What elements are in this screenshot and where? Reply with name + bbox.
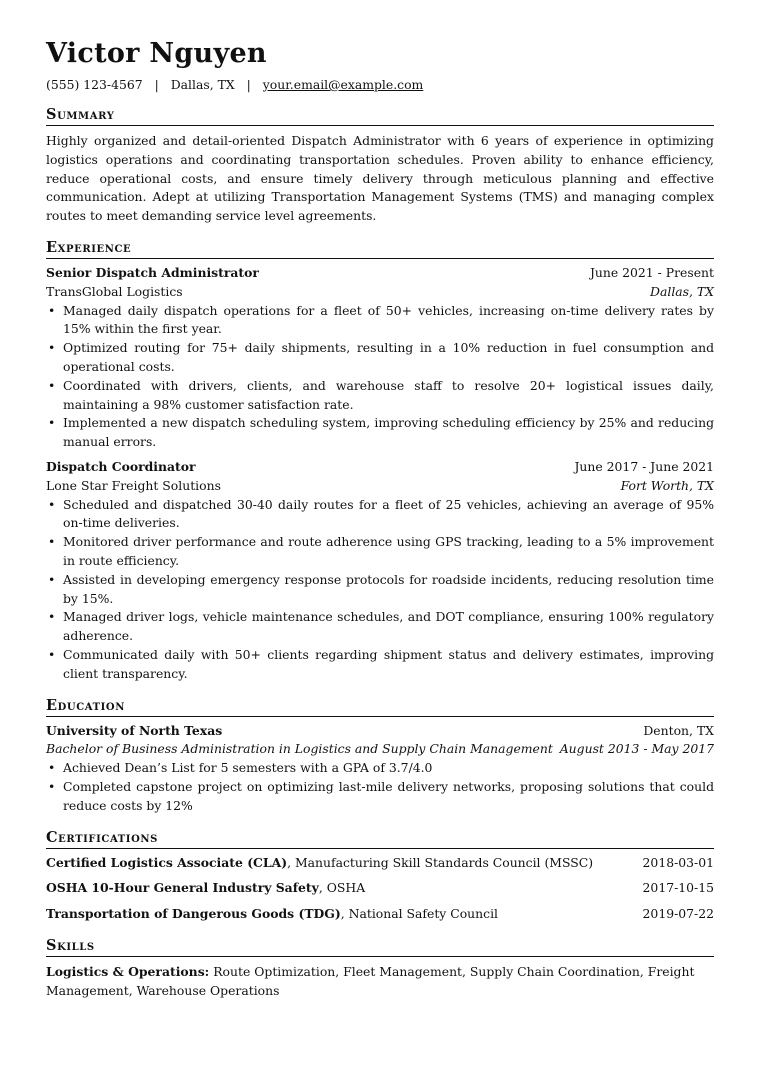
job-subheader [46, 477, 714, 496]
certification-date: 2018-03-01 [642, 854, 714, 870]
section-title-skills: Skills [46, 937, 714, 957]
certification-date: 2019-07-22 [642, 906, 714, 922]
education-header [46, 722, 714, 741]
job-company: TransGlobal Logistics [46, 283, 183, 299]
list-item: • Managed daily dispatch operations for a fleet of 50+ vehicles, increasing on-time delivery rates by 15% within the first year. [46, 302, 714, 340]
job-dates: June 2021 - Present [589, 264, 714, 280]
education-entry [46, 722, 714, 816]
certification-date: 2017-10-15 [642, 880, 714, 896]
certification-name: Transportation of Dangerous Goods (TDG) [46, 906, 341, 922]
section-title-experience: Experience [46, 239, 714, 259]
list-item: • Assisted in developing emergency response protocols for roadside incidents, reducing resolution time by 15%. [46, 571, 714, 609]
certification-item [46, 854, 714, 873]
list-item: • Implemented a new dispatch scheduling system, improving scheduling efficiency by 25% and reducing manual errors. [46, 414, 714, 452]
job-role: Dispatch Coordinator [46, 458, 196, 474]
certification-item [46, 879, 714, 898]
school-location: Denton, TX [643, 722, 714, 738]
job-header [46, 458, 714, 477]
candidate-name: Victor Nguyen [46, 38, 267, 69]
list-item: • Coordinated with drivers, clients, and warehouse staff to resolve 20+ logistical issues daily, maintaining a 98% customer satisfaction rate. [46, 377, 714, 415]
school-name: University of North Texas [46, 722, 223, 738]
job-location: Dallas, TX [650, 283, 714, 299]
section-title-certifications: Certifications [46, 829, 714, 849]
education-subheader [46, 740, 714, 759]
job-entry [46, 458, 714, 684]
phone: (555) 123-4567 [46, 77, 143, 92]
job-company: Lone Star Freight Solutions [46, 477, 221, 493]
job-location: Fort Worth, TX [620, 477, 714, 493]
certification-issuer: , National Safety Council [340, 906, 499, 922]
list-item: • Achieved Dean’s List for 5 semesters with a GPA of 3.7/4.0 [46, 759, 714, 778]
job-subheader [46, 283, 714, 302]
section-title-education: Education [46, 697, 714, 717]
education-bullets [46, 759, 714, 815]
list-item: • Completed capstone project on optimizing last-mile delivery networks, proposing solutions that could reduce costs by 12% [46, 778, 714, 816]
job-header [46, 264, 714, 283]
skills-items: Route Optimization, Fleet Management, Supply Chain Coordination, Freight Management, Warehouse Operations [46, 964, 695, 999]
section-title-summary: Summary [46, 106, 714, 126]
list-item: • Monitored driver performance and route adherence using GPS tracking, leading to a 5% improvement in route efficiency. [46, 533, 714, 571]
contact-line [46, 77, 714, 93]
certification-item [46, 905, 714, 924]
email-link[interactable]: your.email@example.com [262, 77, 424, 92]
summary-text: Highly organized and detail-oriented Dispatch Administrator with 6 years of experience in optimizing logistics operations and coordinating transportation schedules. Proven ability to enhance efficiency, reduce operational costs, and ensure timely delivery through meticulous planning and effective communication. Adept at utilizing Transportation Management Systems (TMS) and managing complex routes to meet demanding service level agreements. [46, 133, 714, 224]
list-item: • Optimized routing for 75+ daily shipments, resulting in a 10% reduction in fuel consumption and operational costs. [46, 339, 714, 377]
certification-name: Certified Logistics Associate (CLA) [46, 854, 288, 870]
job-entry [46, 264, 714, 452]
list-item: • Communicated daily with 50+ clients regarding shipment status and delivery estimates, improving client transparency. [46, 646, 714, 684]
education-dates: August 2013 - May 2017 [559, 741, 714, 757]
job-bullets [46, 302, 714, 452]
skills-line [46, 963, 714, 1001]
job-role: Senior Dispatch Administrator [46, 264, 259, 280]
certification-name: OSHA 10-Hour General Industry Safety [46, 880, 319, 896]
skills-category: Logistics & Operations: [46, 964, 210, 980]
certification-issuer: , OSHA [318, 880, 366, 896]
location: Dallas, TX [170, 77, 235, 92]
contact-separator: | [246, 77, 251, 92]
contact-separator: | [154, 77, 159, 92]
job-bullets [46, 496, 714, 684]
list-item: • Managed driver logs, vehicle maintenance schedules, and DOT compliance, ensuring 100% regulatory adherence. [46, 608, 714, 646]
job-dates: June 2017 - June 2021 [574, 458, 714, 474]
degree: Bachelor of Business Administration in Logistics and Supply Chain Management [46, 741, 553, 757]
list-item: • Scheduled and dispatched 30-40 daily routes for a fleet of 25 vehicles, achieving an average of 95% on-time deliveries. [46, 496, 714, 534]
certification-issuer: , Manufacturing Skill Standards Council (MSSC) [287, 854, 594, 870]
certifications-list [46, 854, 714, 925]
